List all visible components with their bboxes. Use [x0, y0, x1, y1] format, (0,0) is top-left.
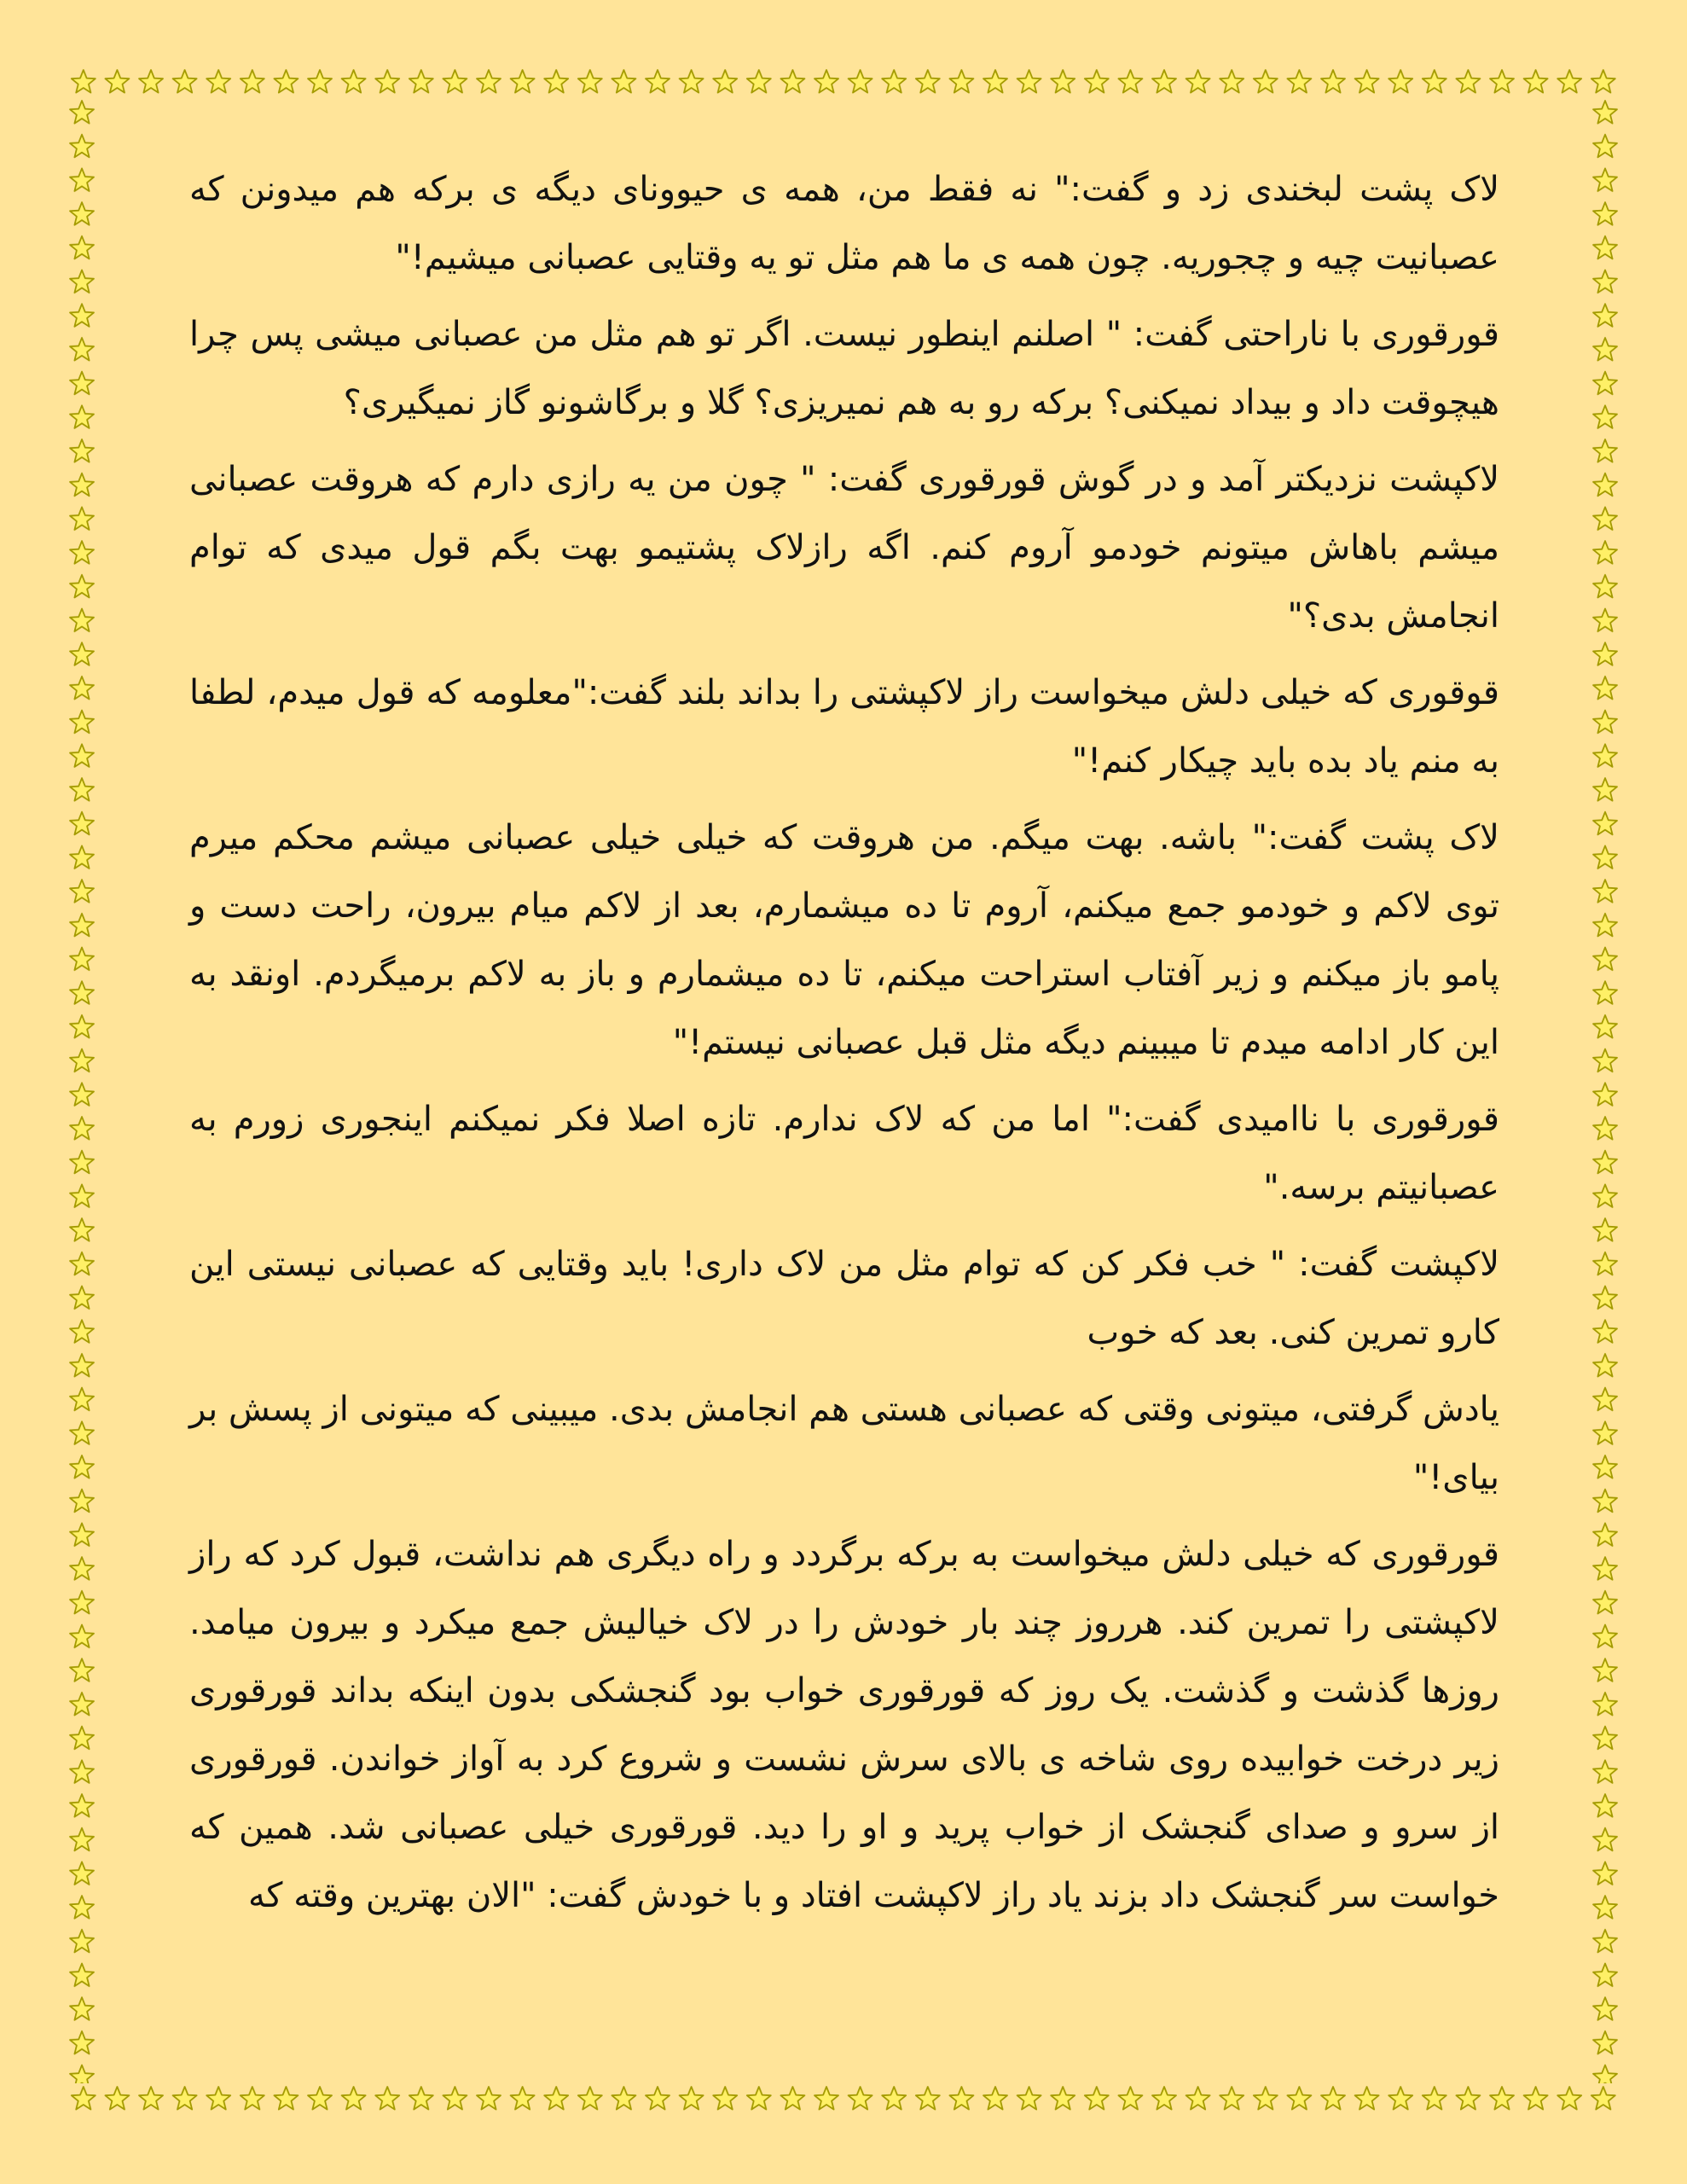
paragraph: قوقوری که خیلی دلش میخواست راز لاکپشتی را بداند بلند گفت:"معلومه که قول میدم، لطفا به منم یاد بده باید چیکار کنم!" — [189, 673, 1499, 781]
star-border-right — [1590, 97, 1620, 2083]
paragraph: لاک پشت گفت:" باشه. بهت میگم. من هروقت که خیلی خیلی عصبانی میشم محکم میرم توی لاکم و خودمو جمع میکنم، آروم تا ده میشمارم، بعد از لاکم میام بیرون، راحت دست و پامو باز میکنم و زیر آفتاب استراحت میکنم، تا ده میشمارم و باز به لاکم برمیگردم. اونقد به این کار ادامه میدم تا میبینم دیگه مثل قبل عصبانی نیستم!" — [189, 818, 1499, 1062]
star-border-left — [67, 97, 97, 2083]
paragraph: لاکپشت گفت: " خب فکر کن که توام مثل من لاک داری! باید وقتایی که عصبانی نیستی این کارو تمرین کنی. بعد که خوب — [189, 1245, 1499, 1352]
story-text — [189, 155, 1499, 1947]
star-border-top — [67, 67, 1620, 97]
paragraph: قورقوری که خیلی دلش میخواست به برکه برگردد و راه دیگری هم نداشت، قبول کرد که راز لاکپشتی را تمرین کند. هرروز چند بار خودش را در لاک خیالیش جمع میکرد و بیرون میامد. روزها گذشت و گذشت. یک روز که قورقوری خواب بود گنجشکی بدون اینکه بداند قورقوری زیر درخت خوابیده روی شاخه ی بالای سرش نشست و شروع کرد به آواز خواندن. قورقوری از سرو و صدای گنجشک از خواب پرید و او را دید. قورقوری خیلی عصبانی شد. همین که خواست سر گنجشک داد بزند یاد راز لاکپشت افتاد و با خودش گفت: "الان بهترین وقته که — [189, 1535, 1499, 1915]
paragraph: یادش گرفتی، میتونی وقتی که عصبانی هستی هم انجامش بدی. میبینی که میتونی از پسش بر بیای!" — [189, 1390, 1499, 1497]
paragraph: لاکپشت نزدیکتر آمد و در گوش قورقوری گفت: " چون من یه رازی دارم که هروقت عصبانی میشم باهاش میتونم خودمو آروم کنم. اگه رازلاک پشتیمو بهت بگم قول میدی که توام انجامش بدی؟" — [189, 460, 1499, 636]
star-border-bottom — [67, 2083, 1620, 2114]
paragraph: قورقوری با ناراحتی گفت: " اصلنم اینطور نیست. اگر تو هم مثل من عصبانی میشی پس چرا هیچوقت داد و بیداد نمیکنی؟ برکه رو به هم نمیریزی؟ گلا و برگاشونو گاز نمیگیری؟ — [189, 315, 1499, 422]
paragraph: لاک پشت لبخندی زد و گفت:" نه فقط من، همه ی حیووناى دیگه ی برکه هم میدونن که عصبانیت چیه و چجوریه. چون همه ی ما هم مثل تو یه وقتایی عصبانی میشیم!" — [189, 170, 1499, 277]
paragraph: قورقوری با ناامیدی گفت:" اما من که لاک ندارم. تازه اصلا فکر نمیکنم اینجوری زورم به عصبانیتم برسه." — [189, 1100, 1499, 1207]
